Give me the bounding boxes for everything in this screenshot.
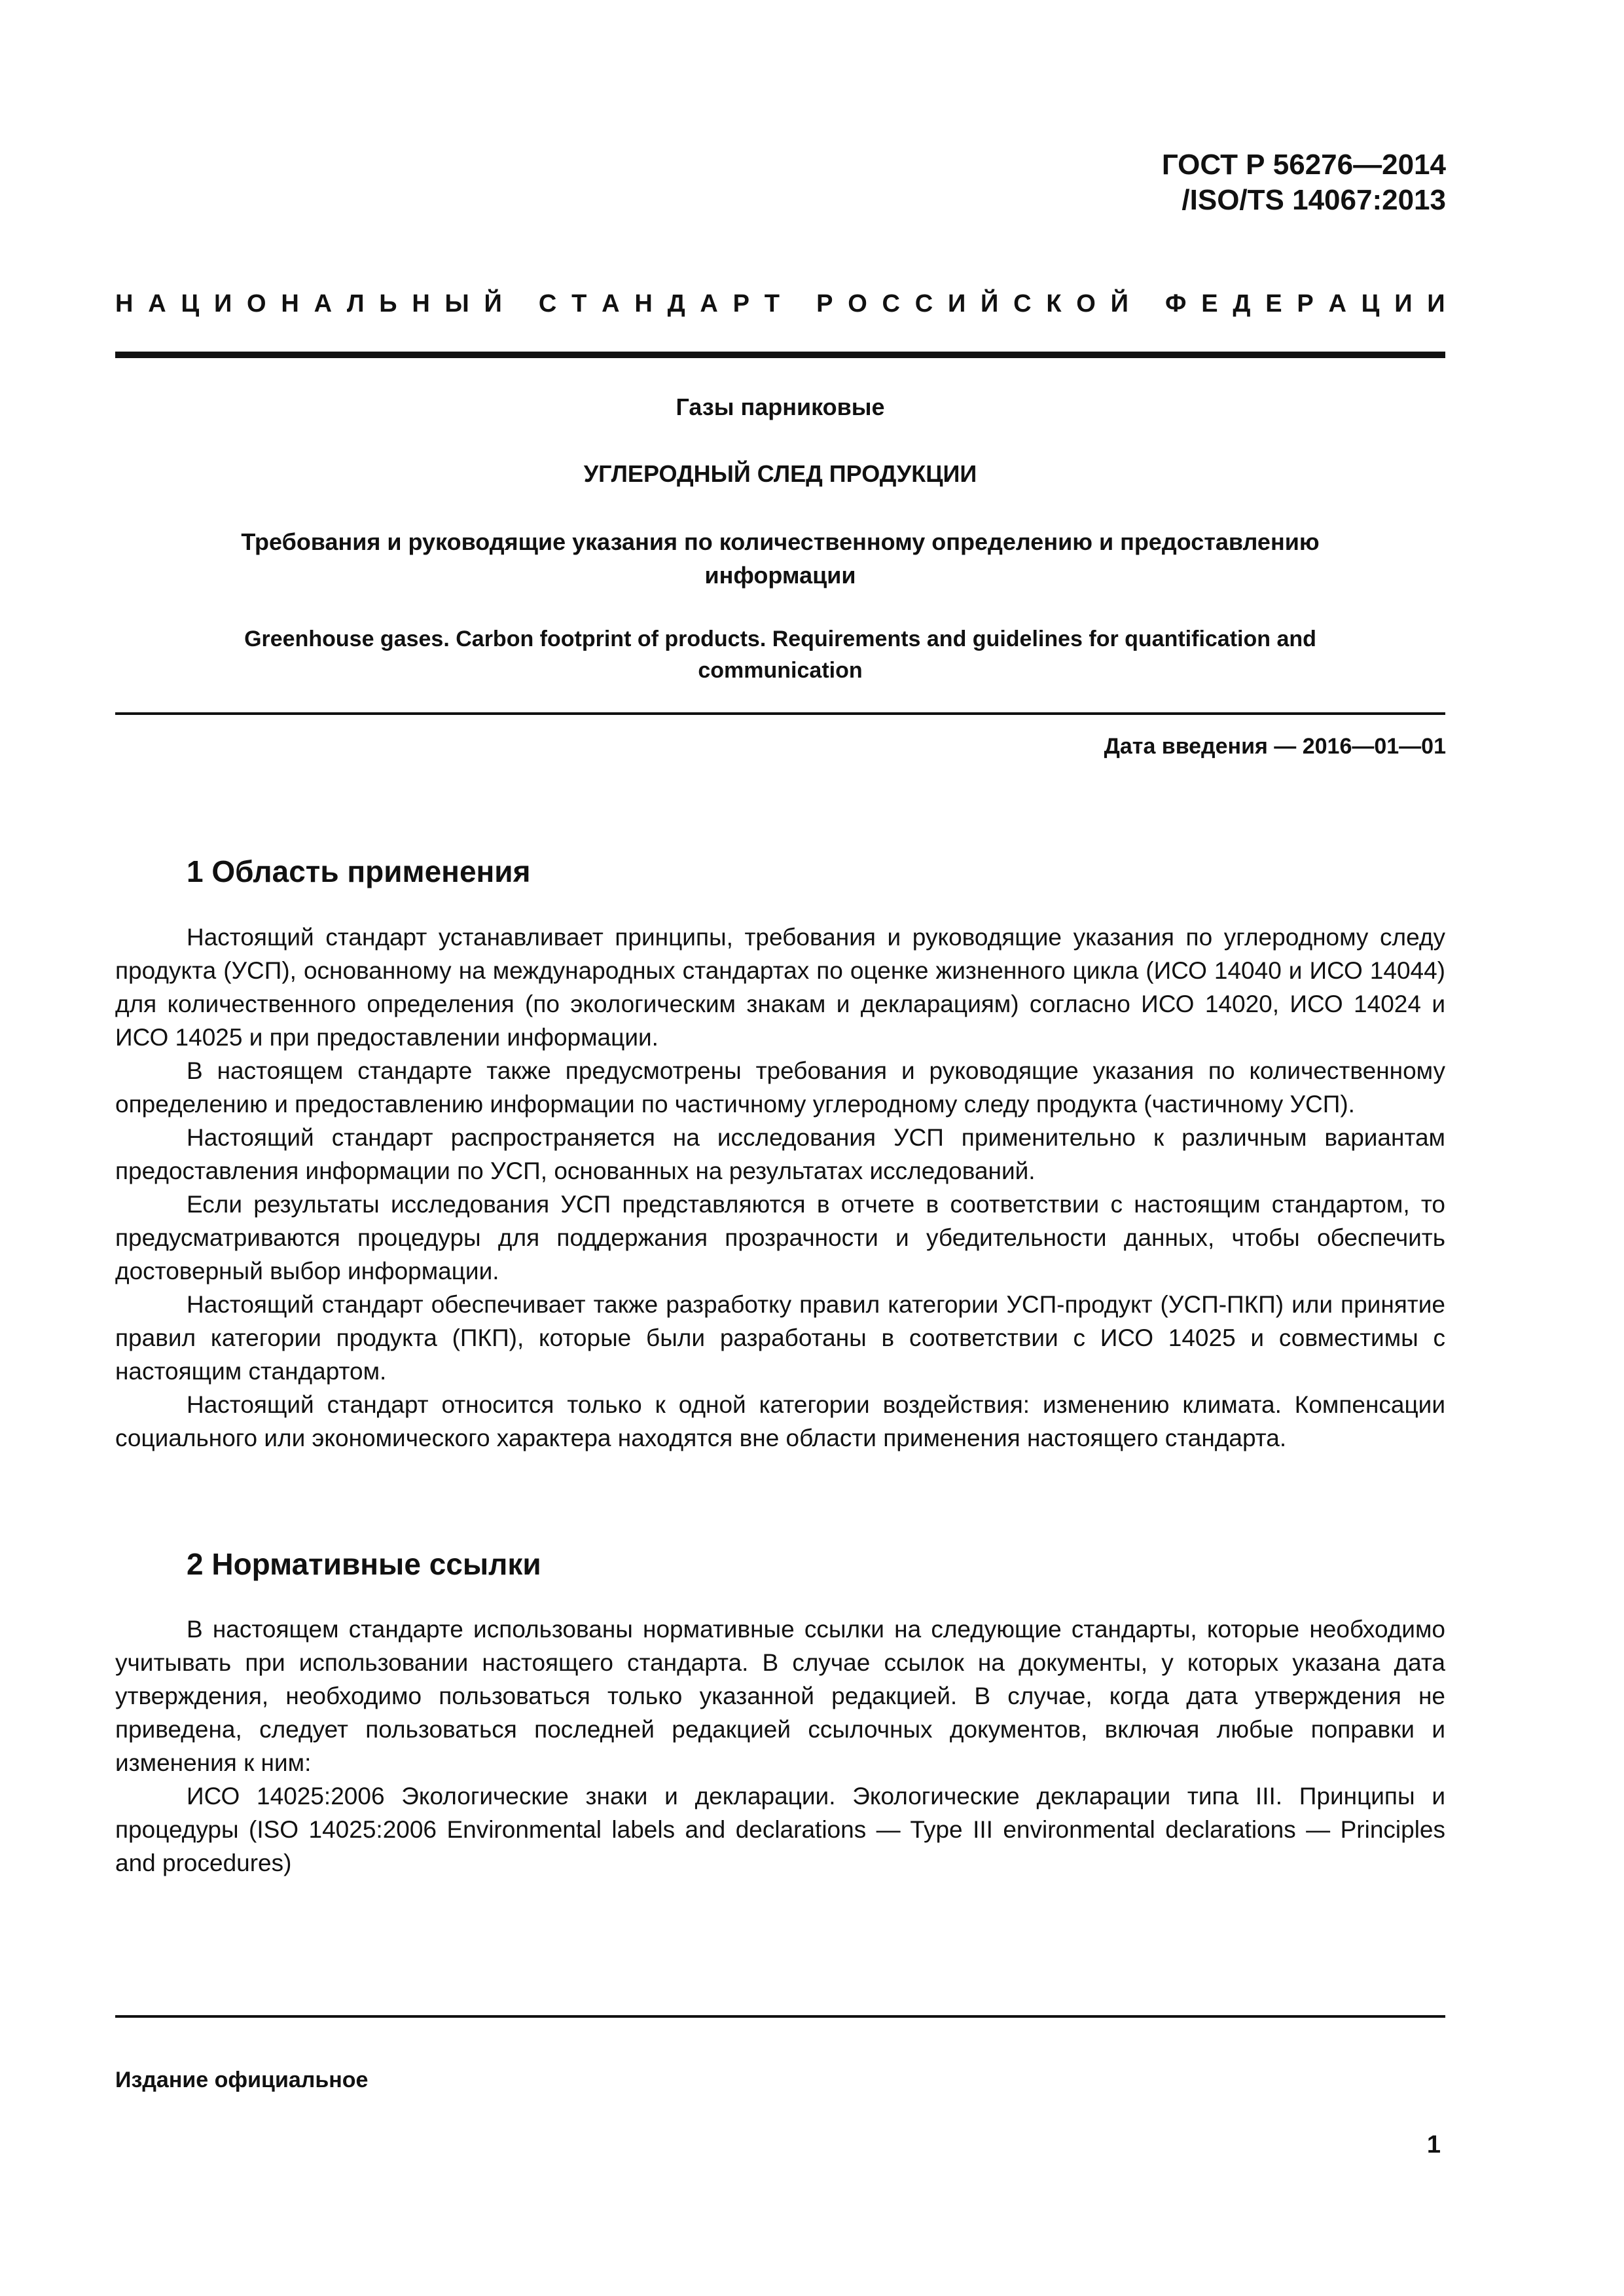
national-standard-letter: Д [1233,290,1251,318]
title-subtitle-line-1: Требования и руководящие указания по количественному определению и предоставлению [241,528,1320,555]
title-subtitle-line-2: информации [704,562,856,589]
national-standard-word-gap [795,288,802,319]
document-code-line-1: ГОСТ Р 56276—2014 [1161,149,1446,181]
national-standard-letter: С [538,290,557,318]
national-standard-letter: А [1328,290,1346,318]
section-1-paragraph: Настоящий стандарт распространяется на исследования УСП применительно к различным вариантам предоставления информации по УСП, основанных на результатах исследований. [115,1124,1445,1184]
national-standard-letter: Й [981,290,999,318]
title-english-line-2: communication [698,658,863,683]
document-code-line-2: /ISO/TS 14067:2013 [1182,184,1446,216]
national-standard-letter: Т [571,290,587,318]
national-standard-letter: С [882,290,900,318]
national-standard-letter: Д [667,290,685,318]
national-standard-letter: А [148,290,166,318]
official-edition-note: Издание официальное [115,2068,369,2092]
national-standard-letter: Н [281,290,299,318]
national-standard-letter: И [947,290,966,318]
national-standard-word-gap [1144,288,1151,319]
national-standard-letter: Ь [379,290,397,318]
national-standard-letter: А [700,290,718,318]
section-2-paragraph: В настоящем стандарте использованы нормативные ссылки на следующие стандарты, которые необходимо учитывать при использовании настоящего стандарта. В случае ссылок на документы, у которых указана дата утверждения, необходимо пользоваться только указанной редакцией. В случае, когда дата утверждения не приведена, следует пользоваться последней редакцией ссылочных документов, включая любые поправки и изменения к ним: [115,1616,1445,1776]
title-group: Газы парниковые [676,393,885,420]
page-number: 1 [1426,2131,1441,2159]
national-standard-letter: А [602,290,620,318]
section-1-paragraph: Если результаты исследования УСП представляются в отчете в соответствии с настоящим стандартом, то предусматриваются процедуры для поддержания прозрачности и убедительности данных, чтобы обеспечить достоверный выбор информации. [115,1191,1445,1285]
national-standard-letter: С [1013,290,1032,318]
national-standard-letter: А [314,290,333,318]
section-1-paragraph: Настоящий стандарт устанавливает принципы, требования и руководящие указания по углеродному следу продукта (УСП), основанному на международных стандартах по оценке жизненного цикла (ИСО 14040 и ИСО 14044) для количественного определения (по экологическим знакам и декларaциям) согласно ИСО 14020, ИСО 14024 и ИСО 14025 и при предоставлении информации. [115,924,1445,1051]
title-english-line-1: Greenhouse gases. Carbon footprint of products. Requirements and guidelines for quantification and [244,627,1316,651]
national-standard-letter: Р [732,290,749,318]
national-standard-letter: С [914,290,933,318]
section-1-paragraph: Настоящий стандарт относится только к одной категории воздействия: изменению климата. Компенсации социального или экономического характера находятся вне области применения настоящего стандарта. [115,1391,1445,1451]
national-standard-letter: Т [764,290,780,318]
national-standard-letter: Е [1265,290,1282,318]
national-standard-letter: И [213,290,232,318]
section-1-paragraph: В настоящем стандарте также предусмотрены требования и руководящие указания по количественному определению и предоставлению информации по частичному углеродному следу продукта (частичному УСП). [115,1057,1445,1118]
section-2-body [115,1613,1445,1880]
national-standard-letter: Ы [444,290,469,318]
footer-rule [115,2015,1445,2018]
national-standard-letter: Й [484,290,502,318]
section-1-heading: 1 Область применения [187,854,531,888]
national-standard-letter: К [1046,290,1062,318]
national-standard-letter: Н [412,290,430,318]
national-standard-letter: Н [115,290,134,318]
section-1-body [115,920,1445,1455]
document-code [1162,147,1446,218]
title-subtitle [115,525,1445,592]
national-standard-letter: О [1076,290,1096,318]
section-2-paragraph: ИСО 14025:2006 Экологические знаки и декларации. Экологические декларации типа III. Принципы и процедуры (ISO 14025:2006 Environmental labels and declarations — Type III environmental declarations — Principles and procedures) [115,1783,1445,1876]
national-standard-letter: Н [634,290,653,318]
national-standard-word-gap [517,288,524,319]
title-main: УГЛЕРОДНЫЙ СЛЕД ПРОДУКЦИИ [583,460,977,487]
section-1-paragraph: Настоящий стандарт обеспечивает также разработку правил категории УСП-продукт (УСП-ПКП) или принятие правил категории продукта (ПКП), которые были разработаны в соответствии с ИСО 14025 и совместимы с настоящим стандартом. [115,1291,1445,1385]
national-standard-letter: Й [1110,290,1128,318]
national-standard-letter: Ц [1361,290,1380,318]
national-standard-letter: Е [1201,290,1218,318]
national-standard-banner [115,288,1445,319]
national-standard-letter: Р [816,290,833,318]
national-standard-letter: И [1427,290,1445,318]
title-english [115,623,1445,686]
national-standard-letter: Л [346,290,365,318]
national-standard-letter: О [848,290,867,318]
section-2-heading: 2 Нормативные ссылки [187,1547,541,1581]
header-thick-rule [115,352,1445,358]
national-standard-letter: Р [1297,290,1314,318]
introduction-date: Дата введения — 2016—01—01 [1104,734,1446,759]
national-standard-letter: Ф [1165,290,1187,318]
title-bottom-rule [115,712,1445,715]
national-standard-letter: О [247,290,266,318]
national-standard-letter: И [1394,290,1413,318]
national-standard-letter: Ц [181,290,200,318]
